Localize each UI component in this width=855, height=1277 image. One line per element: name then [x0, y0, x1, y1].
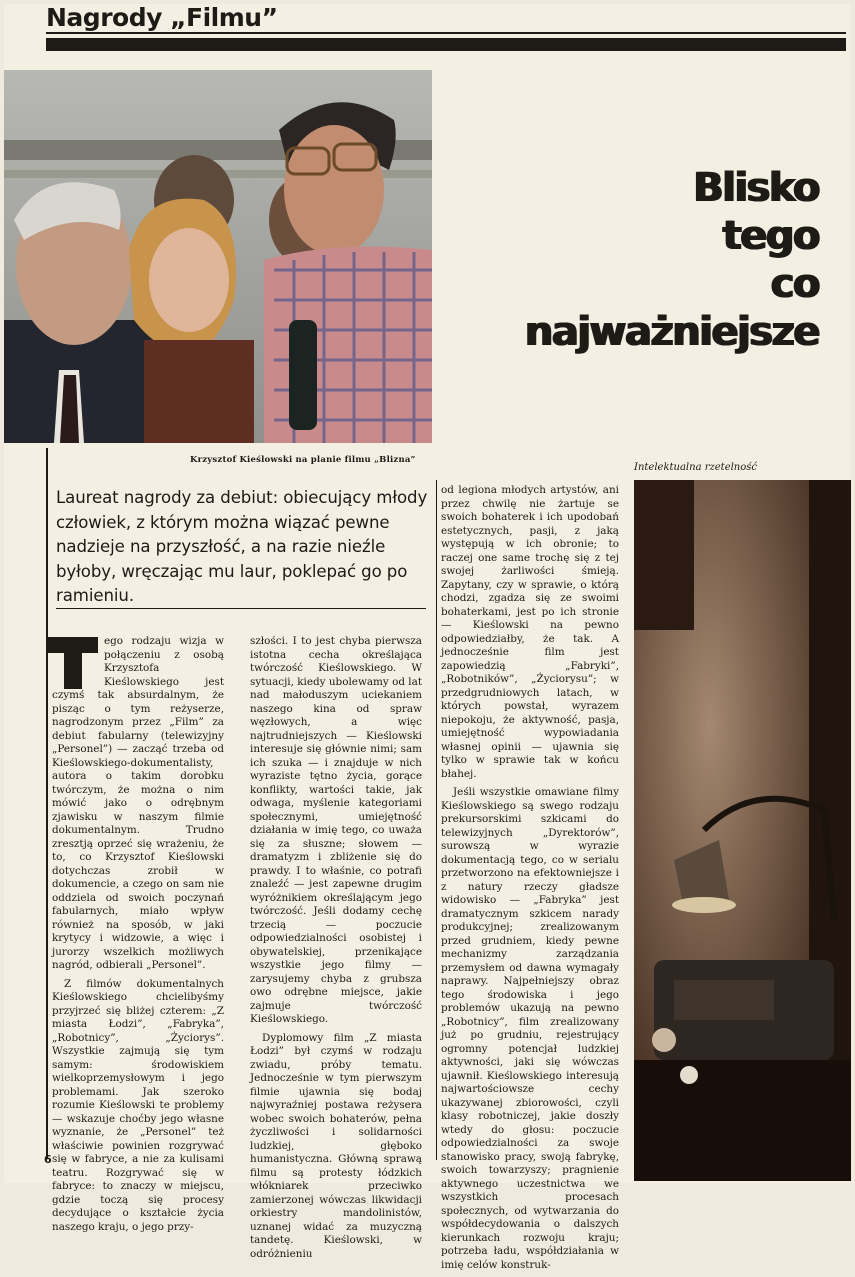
body-paragraph: Dyplomowy film „Z miasta Łodzi” był czymś w rodzaju zwiadu, próby tematu. Jednocześnie w tym pierwszym filmie ujawnia się bodaj najwyraźniej postawa reżysera wobec swoich bohaterów, pełna życzliwości i solidarności ludzkiej, głęboko humanistyczna. Główną sprawą filmu są protesty łódzkich włókniarek przeciwko zamierzonej wówczas likwidacji orkiestry mandolinistów, uznanej widać za muzyczną tandetę. Kieślowski, w odróżnieniu: [250, 1031, 422, 1260]
body-text: ego rodzaju wizja w połączeniu z osobą Krzysztofa Kieślowskiego jest czymś tak absurdalnym, że pisząc o tym reżyserze, nagrodzonym przez „Film” za debiut fabularny (telewizyjny „Personel”) — zacząć trzeba od Kieślowskiego-dokumentalisty, autora o takim dorobku twórczym, że można o nim mówić jako o odrębnym zjawisku w naszym filmie dokumentalnym. Trudno zresztją oprzeć się wrażeniu, że to, co Krzysztof Kieślowski dotychczas zrobił w dokumencie, a czego on sam nie oddziela od swoich poczynań fabularnych, miało wpływ również na sposób, w jaki krytycy i widzowie, a więc i jurorzy wszelkich możliwych nagród, odbierali „Personel”.: [52, 635, 224, 971]
column-rule: [46, 448, 48, 1158]
column-rule: [436, 480, 437, 1160]
header-rule-thick: [46, 38, 846, 51]
article-column: [250, 635, 422, 1266]
headline-line: tego: [722, 213, 819, 259]
body-paragraph: od legiona młodych artystów, ani przez chwilę nie żartuje se swoich bohaterek i ich upodobań estetycznych, pasji, z jaką występują w ich obronie; to raczej one same trochę się z tej swojej żarliwości śmieją. Zapytany, czy w sprawie, o którą chodzi, zgadza się ze swoimi bohaterkami, jest po ich stronie — Kieślowski na pewno odpowiedziałby, że tak. A jednocześnie film jest zapowiedzią „Fabryki”, „Robotników”, „Życiorysu”; w przedgrudniowych latach, w których powstał, wyrazem niepokoju, że aktywność, pasja, umiejętność wypowiadania własnej opinii — ujawnia się tylko w sprawie tak w końcu błahej.: [441, 484, 619, 780]
header-rule-thin: [46, 32, 846, 34]
body-paragraph: szłości. I to jest chyba pierwsza istotna cecha określająca twórczość Kieślowskiego. W sytuacji, kiedy ubolewamy od lat nad małoduszym uciekaniem naszego kina od spraw węzłowych, a więc najtrudniejszych — Kieślowski interesuje się głównie nimi; sam ich szuka — i znajduje w nich wyraziste tętno życia, gorące konflikty, wartości takie, jak odwaga, myślenie kategoriami społecznymi, umiejętność działania w imię tego, co uważa się za słuszne; słowem — dramatyzm i zbliżenie się do prawdy. I to właśnie, co potrafi znaleźć — jest zapewne drugim wyróżnikiem określającym jego twórczość. Jeśli dodamy cechę trzecią — poczucie odpowiedzialności osobistej i obywatelskiej, przenikające wszystkie jego filmy — zarysujemy chyba z grubsza owo odrębne miejsce, jakie zajmuje twórczość Kieślowskiego.: [250, 635, 422, 1025]
lead-paragraph: Laureat nagrody za debiut: obiecujący młody człowiek, z którym można wiązać pewne nadzieje na przyszłość, a na razie nieźle byłoby, wręczając mu laur, poklepać go po ramieniu.: [56, 488, 428, 605]
drop-cap: [48, 637, 98, 689]
page-number: 6: [44, 1153, 52, 1166]
body-paragraph: [52, 635, 224, 973]
film-set-photo: [4, 70, 432, 443]
photo-caption: Krzysztof Kieślowski na planie filmu „Blizna”: [190, 455, 416, 465]
section-title: Nagrody „Filmu”: [46, 3, 278, 32]
body-paragraph: Z filmów dokumentalnych Kieślowskiego chcielibyśmy przyjrzeć się bliżej czterem: „Z miasta Łodzi”, „Fabryka”, „Robotnicy”, „Życiorys”. Wszystkie zajmują się tym samym: środowiskiem wielkoprzemysłowym i jego problemami. Jak szeroko rozumie Kieślowski te problemy — wskazuje choćby jego własne wyznanie, że „Personel” też właściwie powinien rozgrywać się w fabryce, a nie za kulisami teatru. Rozgrywać się w fabryce: to znaczy w miejscu, gdzie toczą się procesy decydujące o kształcie życia naszego kraju, o jego przy-: [52, 977, 224, 1233]
article-column: [52, 635, 224, 1239]
body-paragraph: Jeśli wszystkie omawiane filmy Kieślowskiego są swego rodzaju prekursorskimi szkicami do telewizyjnych „Dyrektorów”, surowszą w wyrazie dokumentacją tego, co w serialu przetworzono na efektowniejsze i z natury rzeczy gładsze widowisko — „Fabryka” jest dramatycznym szkicem narady produkcyjnej; zrealizowanym przed grudniem, kiedy pewne mechanizmy zarządzania przemysłem od dawna wymagały naprawy. Najpełniejszy obraz tego środowiska i jego problemów ukazują na pewno „Robotnicy”, film zrealizowany już po grudniu, rejestrujący ogromny potencjał ludzkiej aktywności, jaki się wówczas ujawnił. Kieślowskiego interesują najwartościowsze cechy ukazywanej zbiorowości, czyli klasy robotniczej, jakie doszły wtedy do głosu: poczucie odpowiedzialności za swoje stanowisko pracy, swoją fabrykę, swoich towarzyszy; pragnienie aktywnego uczestnictwa we wszystkich procesach społecznych, od wytwarzania do współdecydowania o dalszych kierunkach rozwoju kraju; potrzeba ładu, współdziałania w imię celów konstruk-: [441, 786, 619, 1271]
photo-caption: Intelektualna rzetelność: [634, 462, 757, 473]
sewing-machine-photo: [634, 480, 851, 1181]
headline-line: najważniejsze: [524, 309, 819, 355]
article-column: [441, 484, 619, 1277]
headline-line: co: [770, 261, 819, 307]
lead-separator: [56, 608, 426, 609]
headline-line: Blisko: [693, 165, 819, 211]
